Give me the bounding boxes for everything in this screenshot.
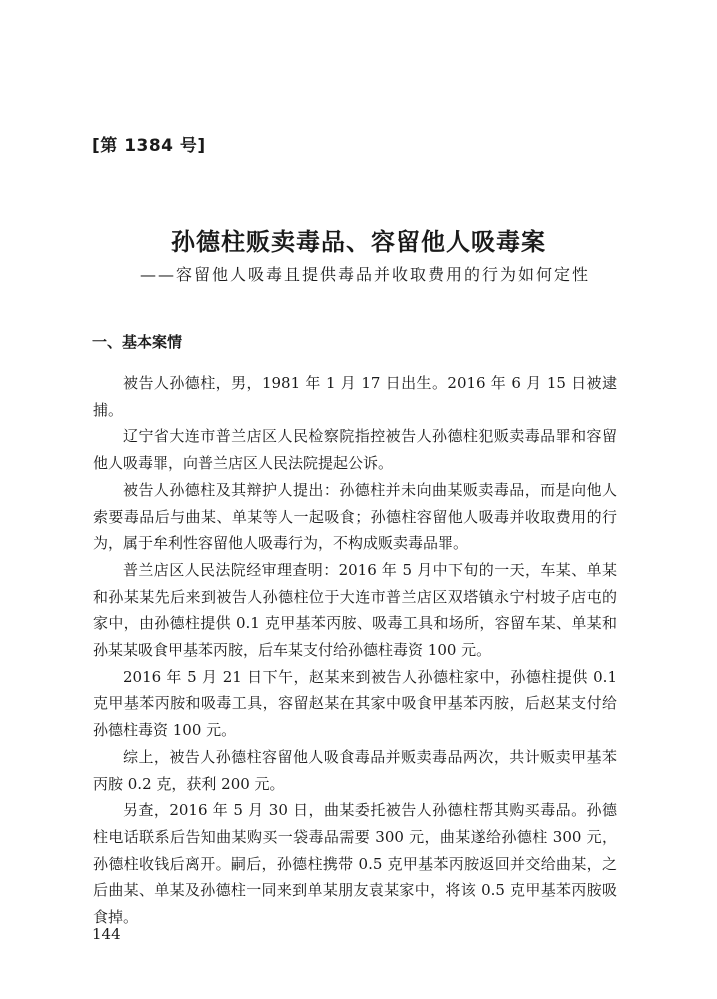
paragraph: 辽宁省大连市普兰店区人民检察院指控被告人孙德柱犯贩卖毒品罪和容留他人吸毒罪，向普兰店区人民法院提起公诉。 [93,427,617,473]
page-title: 孙德柱贩卖毒品、容留他人吸毒案 [171,227,546,256]
case-body [93,370,617,931]
paragraph: 普兰店区人民法院经审理查明：2016 年 5 月中下旬的一天，车某、单某和孙某某先后来到被告人孙德柱位于大连市普兰店区双塔镇永宁村坡子店屯的家中，由孙德柱提供 0.1 克甲基苯丙胺、吸毒工具和场所，容留车某、单某和孙某某吸食甲基苯丙胺，后车某支付给孙德柱毒资 100 元。 [93,560,617,660]
page-subtitle: ——容留他人吸毒且提供毒品并收取费用的行为如何定性 [140,265,591,284]
paragraph: 被告人孙德柱及其辩护人提出：孙德柱并未向曲某贩卖毒品，而是向他人索要毒品后与曲某、单某等人一起吸食；孙德柱容留他人吸毒并收取费用的行为，属于牟利性容留他人吸毒行为，不构成贩卖毒品罪。 [93,480,617,553]
case-number: [第 1384 号] [92,136,206,156]
paragraph: 综上，被告人孙德柱容留他人吸食毒品并贩卖毒品两次，共计贩卖甲基苯丙胺 0.2 克，获利 200 元。 [93,747,617,793]
paragraph: 被告人孙德柱，男，1981 年 1 月 17 日出生。2016 年 6 月 15 日被逮捕。 [93,374,617,419]
section-heading: 一、基本案情 [92,333,183,351]
paragraph: 2016 年 5 月 21 日下午，赵某来到被告人孙德柱家中，孙德柱提供 0.1 克甲基苯丙胺和吸毒工具，容留赵某在其家中吸食甲基苯丙胺，后赵某支付给孙德柱毒资 100 元。 [93,667,617,740]
page-number: 144 [92,925,121,943]
paragraph: 另查，2016 年 5 月 30 日，曲某委托被告人孙德柱帮其购买毒品。孙德柱电话联系后告知曲某购买一袋毒品需要 300 元，曲某遂给孙德柱 300 元，孙德柱收钱后离开。嗣后，孙德柱携带 0.5 克甲基苯丙胺返回并交给曲某，之后曲某、单某及孙德柱一同来到单某朋友袁某家中，将该 0.5 克甲基苯丙胺吸食掉。 [93,801,617,927]
